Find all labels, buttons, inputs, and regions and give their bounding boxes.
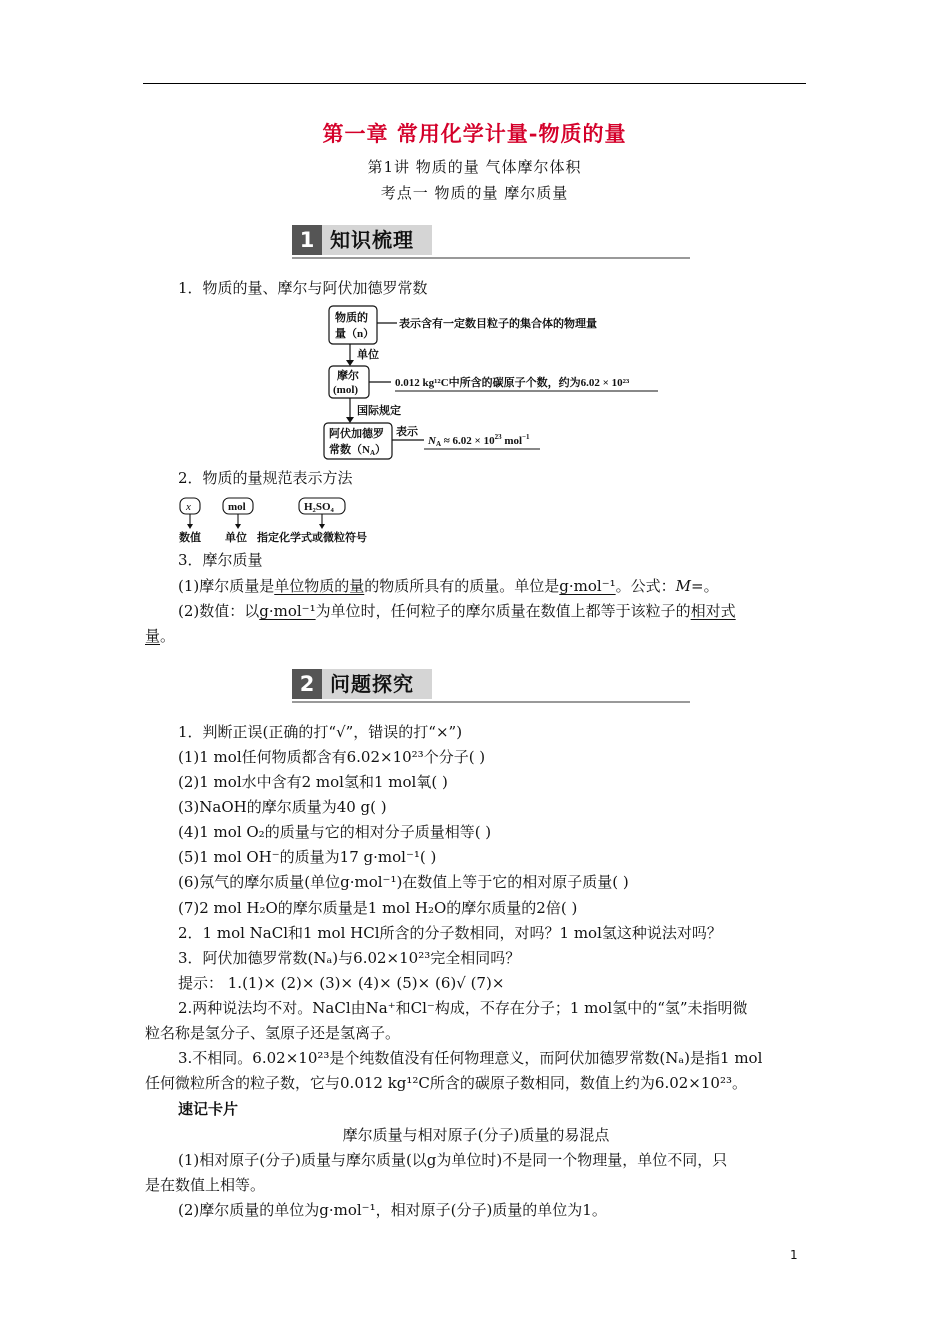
question-line: (4)1 mol O₂的质量与它的相对分子质量相等( ) xyxy=(178,823,492,841)
lecture-title: 第1讲 物质的量 气体摩尔体积 xyxy=(367,158,582,176)
point-title: 考点一 物质的量 摩尔质量 xyxy=(380,184,569,202)
box3-desc-rest: ≈ 6.02 × 10 xyxy=(441,435,495,447)
box3-desc-unit-sup: −1 xyxy=(522,433,530,441)
box3-line1: 阿伏加德罗 xyxy=(329,428,384,440)
card-subtitle: 摩尔质量与相对原子(分子)质量的易混点 xyxy=(342,1126,610,1144)
card-line: (1)相对原子(分子)质量与摩尔质量(以g为单位时)不是同一个物理量，单位不同，只 xyxy=(178,1151,728,1169)
section-banner-knowledge xyxy=(292,225,690,259)
box3-sub: A xyxy=(369,449,376,457)
box3-desc: N xyxy=(428,435,436,447)
header-rule xyxy=(143,83,806,84)
answer-line: 任何微粒所含的粒子数，它与0.012 kg¹²C所含的碳原子数相同，数值上约为6.02×10²³。 xyxy=(145,1074,747,1092)
box2-desc: 0.012 kg¹²C中所含的碳原子个数，约为6.02 × 10²³ xyxy=(395,377,630,389)
arrow-head xyxy=(319,524,325,529)
arrow2-label: 国际规定 xyxy=(357,405,401,417)
paragraph: (1)摩尔质量是单位物质的量的物质所具有的质量。单位是g·mol⁻¹。公式：M=。 xyxy=(178,577,719,595)
chapter-title: 第一章 常用化学计量-物质的量 xyxy=(322,121,627,146)
label-value: 数值 xyxy=(179,532,201,544)
label-unit: 单位 xyxy=(225,532,247,544)
section-heading: 2．物质的量规范表示方法 xyxy=(178,469,353,487)
section-heading: 3．摩尔质量 xyxy=(178,551,263,569)
card-title: 速记卡片 xyxy=(178,1100,239,1118)
question-line: (1)1 mol任何物质都含有6.02×10²³个分子( ) xyxy=(178,748,486,766)
arrow-head xyxy=(187,524,193,529)
arrow-head-2 xyxy=(346,417,354,423)
question-line: 3．阿伏加德罗常数(Nₐ)与6.02×10²³完全相同吗？ xyxy=(178,949,521,967)
arrow-head xyxy=(235,524,241,529)
question-line: (5)1 mol OH⁻的质量为17 g·mol⁻¹( ) xyxy=(178,848,437,866)
notation-diagram xyxy=(176,496,406,546)
card-line: (2)摩尔质量的单位为g·mol⁻¹，相对原子(分子)质量的单位为1。 xyxy=(178,1201,607,1219)
box-mol-text: mol xyxy=(228,501,246,513)
box3-desc-sub: A xyxy=(435,440,442,448)
section-heading: 1．物质的量、摩尔与阿伏加德罗常数 xyxy=(178,279,428,297)
paragraph: (2)数值：以g·mol⁻¹为单位时，任何粒子的摩尔质量在数值上都等于该粒子的相对式 xyxy=(178,602,736,620)
svg-text:NA ≈ 6.02 × 1023 mol−1 xyxy=(427,433,530,448)
box3-close: ） xyxy=(375,444,387,456)
answer-line: 粒名称是氢分子、氢原子还是氢离子。 xyxy=(145,1024,401,1042)
svg-text:常数（NA） xyxy=(329,442,386,457)
box3-desc-sup: 23 xyxy=(494,433,502,441)
question-line: (2)1 mol水中含有2 mol氢和1 mol氧( ) xyxy=(178,773,448,791)
box1-line1: 物质的 xyxy=(335,312,368,324)
box2-line1: 摩尔 xyxy=(337,370,359,382)
box-h2so4-text: H₂SO₄ xyxy=(304,501,334,513)
banner-rule xyxy=(292,257,690,259)
card-line: 是在数值上相等。 xyxy=(145,1176,266,1194)
page-number: 1 xyxy=(790,1248,798,1262)
banner-number: 1 xyxy=(292,225,322,255)
answer-line: 2.两种说法均不对。NaCl由Na⁺和Cl⁻构成，不存在分子；1 mol氢中的“氢”未指明微 xyxy=(178,999,748,1017)
banner-label: 问题探究 xyxy=(322,669,432,699)
arrow-head-1 xyxy=(346,360,354,366)
question-line: 1．判断正误(正确的打“√”，错误的打“×”) xyxy=(178,723,463,741)
banner-label: 知识梳理 xyxy=(322,225,432,255)
arrow1-label: 单位 xyxy=(357,349,379,361)
paragraph: 量。 xyxy=(145,627,176,645)
mole-concept-diagram xyxy=(320,304,670,464)
box1-desc: 表示含有一定数目粒子的集合体的物理量 xyxy=(399,318,597,330)
box2-line2: (mol) xyxy=(333,384,359,396)
answer-line: 提示： 1.(1)× (2)× (3)× (4)× (5)× (6)√ (7)× xyxy=(178,974,505,992)
box3-desc-unit: mol xyxy=(501,435,523,447)
banner-number: 2 xyxy=(292,669,322,699)
answer-line: 3.不相同。6.02×10²³是个纯数值没有任何物理意义，而阿伏加德罗常数(Nₐ)是指1 mol xyxy=(178,1049,763,1067)
question-line: (3)NaOH的摩尔质量为40 g( ) xyxy=(178,798,387,816)
banner-rule xyxy=(292,701,690,703)
label-formula: 指定化学式或微粒符号 xyxy=(257,532,367,544)
box3-link: 表示 xyxy=(396,426,418,438)
question-line: (7)2 mol H₂O的摩尔质量是1 mol H₂O的摩尔质量的2倍( ) xyxy=(178,899,578,917)
question-line: 2．1 mol NaCl和1 mol HCl所含的分子数相同，对吗？1 mol氢这种说法对吗？ xyxy=(178,924,722,942)
box3-line2: 常数（N xyxy=(329,444,370,456)
box1-line2: 量（n） xyxy=(335,328,375,340)
box-x-text: x xyxy=(186,501,191,513)
question-line: (6)氖气的摩尔质量(单位g·mol⁻¹)在数值上等于它的相对原子质量( ) xyxy=(178,873,629,891)
section-banner-inquiry xyxy=(292,669,690,703)
